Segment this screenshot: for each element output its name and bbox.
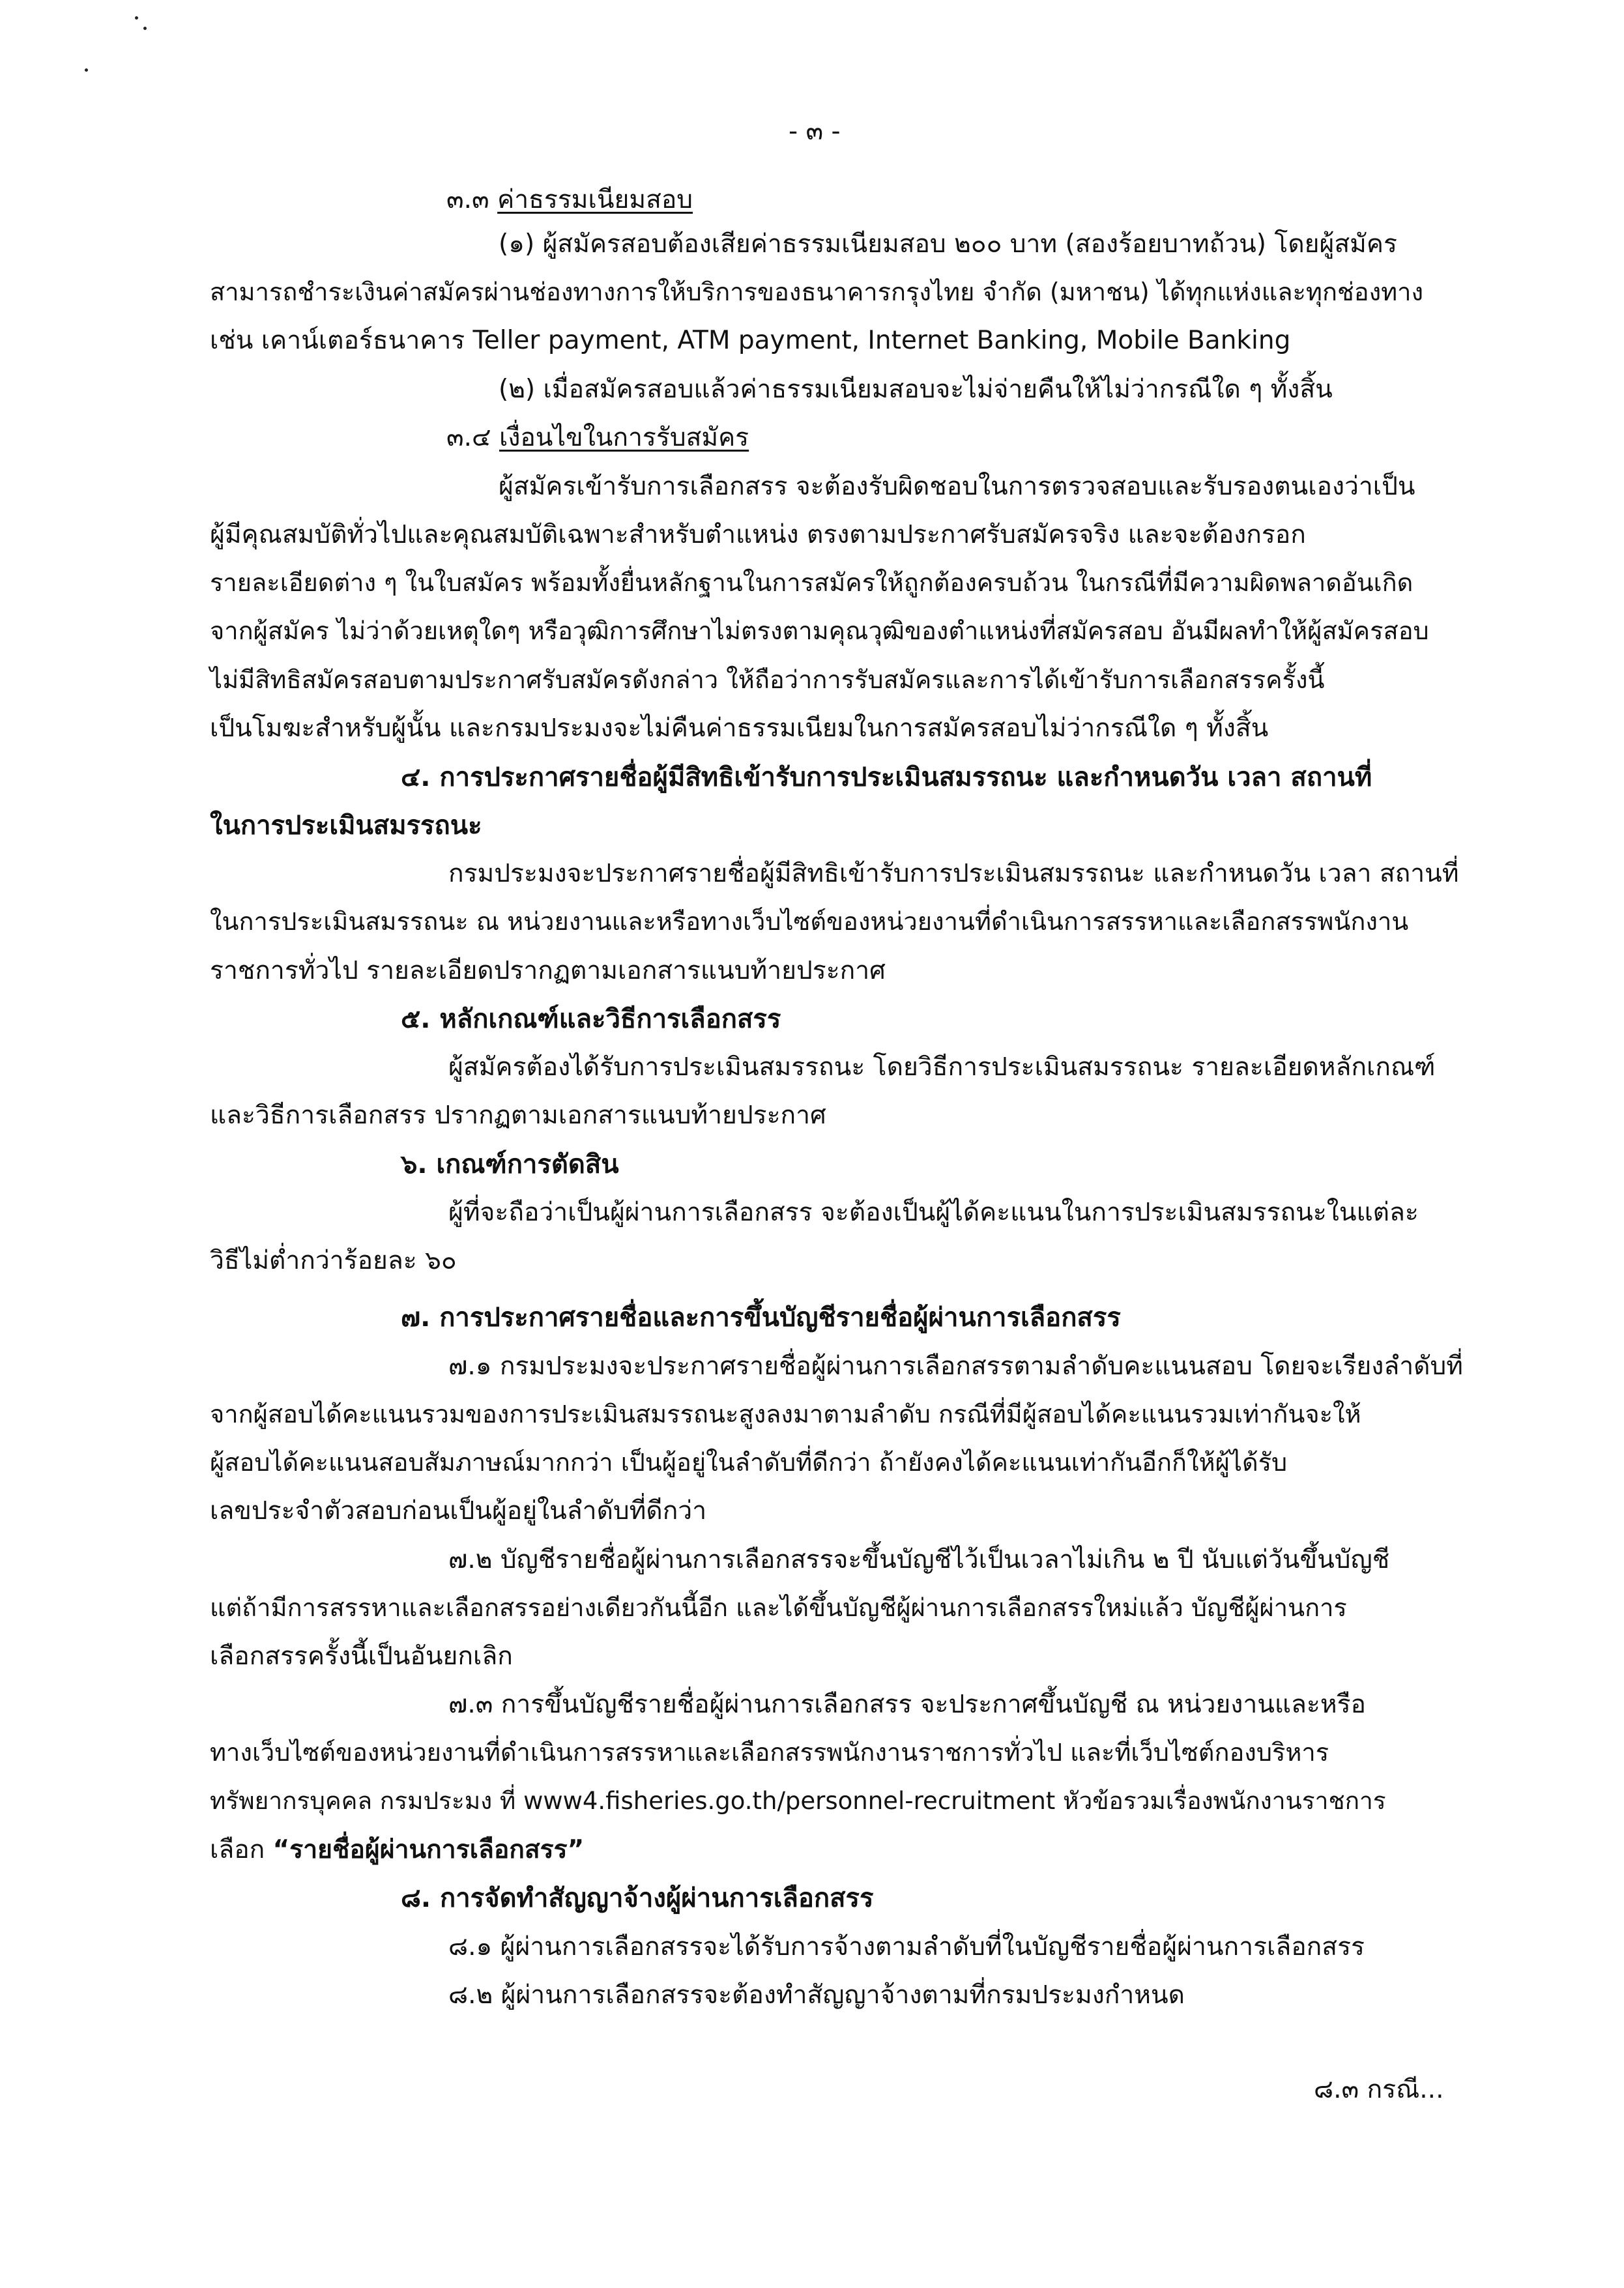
paragraph-line: ผู้สมัครเข้ารับการเลือกสรร จะต้องรับผิดชอบในการตรวจสอบและรับรองตนเองว่าเป็น — [499, 472, 1415, 501]
section-title: เงื่อนไขในการรับสมัคร — [499, 423, 749, 452]
section-number: ๓.๔ — [446, 423, 491, 452]
paragraph-line: จากผู้สอบได้คะแนนรวมของการประเมินสมรรถนะสูงลงมาตามลำดับ กรณีที่มีผู้สอบได้คะแนนรวมเท่ากันจะให้ — [210, 1400, 1361, 1428]
section-number: ๓.๓ — [446, 185, 489, 214]
page-number: - ๓ - — [789, 117, 841, 146]
paragraph-line: เป็นโมฆะสำหรับผู้นั้น และกรมประมงจะไม่คืนค่าธรรมเนียมในการสมัครสอบไม่ว่ากรณีใด ๆ ทั้งสิ้น — [210, 714, 1269, 743]
paragraph-line: ผู้สอบได้คะแนนสอบสัมภาษณ์มากกว่า เป็นผู้อยู่ในลำดับที่ดีกว่า ถ้ายังคงได้คะแนนเท่ากันอีกก็ให้ผู้ได้รับ — [210, 1448, 1288, 1477]
list-item: ๘.๑ ผู้ผ่านการเลือกสรรจะได้รับการจ้างตามลำดับที่ในบัญชีรายชื่อผู้ผ่านการเลือกสรร — [448, 1932, 1365, 1962]
paragraph-line: ๗.๒ บัญชีรายชื่อผู้ผ่านการเลือกสรรจะขึ้นบัญชีไว้เป็นเวลาไม่เกิน ๒ ปี นับแต่วันขึ้นบัญชี — [448, 1545, 1390, 1574]
paragraph-line: ทรัพยากรบุคคล กรมประมง ที่ www4.fisheries.go.th/personnel-recruitment หัวข้อรวมเรื่องพนักงานราชการ — [210, 1787, 1386, 1815]
scan-speck — [135, 16, 138, 20]
paragraph-line: (๑) ผู้สมัครสอบต้องเสียค่าธรรมเนียมสอบ ๒๐๐ บาท (สองร้อยบาทถ้วน) โดยผู้สมัคร — [499, 229, 1397, 259]
scan-speck — [85, 68, 88, 72]
paragraph-line: ผู้สมัครต้องได้รับการประเมินสมรรถนะ โดยวิธีการประเมินสมรรถนะ รายละเอียดหลักเกณฑ์ — [448, 1052, 1436, 1082]
paragraph-line: ในการประเมินสมรรถนะ ณ หน่วยงานและหรือทางเว็บไซต์ของหน่วยงานที่ดำเนินการสรรหาและเลือกสรรพนักงาน — [210, 907, 1409, 936]
section-8-heading: ๘. การจัดทำสัญญาจ้างผู้ผ่านการเลือกสรร — [401, 1883, 874, 1913]
section-title: ค่าธรรมเนียมสอบ — [497, 185, 693, 214]
paragraph-line: ไม่มีสิทธิสมัครสอบตามประกาศรับสมัครดังกล่าว ให้ถือว่าการรับสมัครและการได้เข้ารับการเลือกสรรครั้งนี้ — [210, 665, 1325, 694]
paragraph-line: และวิธีการเลือกสรร ปรากฏตามเอกสารแนบท้ายประกาศ — [210, 1101, 826, 1130]
paragraph-line: เลขประจำตัวสอบก่อนเป็นผู้อยู่ในลำดับที่ดีกว่า — [210, 1496, 707, 1526]
paragraph-line: รายละเอียดต่าง ๆ ในใบสมัคร พร้อมทั้งยื่นหลักฐานในการสมัครให้ถูกต้องครบถ้วน ในกรณีที่มีความผิดพลาดอันเกิด — [210, 568, 1414, 597]
section-7-heading: ๗. การประกาศรายชื่อและการขึ้นบัญชีรายชื่อผู้ผ่านการเลือกสรร — [401, 1303, 1121, 1333]
section-5-heading: ๕. หลักเกณฑ์และวิธีการเลือกสรร — [401, 1004, 781, 1034]
paragraph-line: จากผู้สมัคร ไม่ว่าด้วยเหตุใดๆ หรือวุฒิการศึกษาไม่ตรงตามคุณวุฒิของตำแหน่งที่สมัครสอบ อันมีผลทำให้ผู้สมัครสอบ — [210, 616, 1429, 645]
paragraph-line: ๗.๓ การขึ้นบัญชีรายชื่อผู้ผ่านการเลือกสรร จะประกาศขึ้นบัญชี ณ หน่วยงานและหรือ — [448, 1690, 1366, 1719]
continuation-marker: ๘.๓ กรณี... — [1314, 2075, 1444, 2104]
section-6-heading: ๖. เกณฑ์การตัดสิน — [401, 1150, 619, 1180]
paragraph-line — [210, 1837, 584, 1862]
list-item: ๘.๒ ผู้ผ่านการเลือกสรรจะต้องทำสัญญาจ้างตามที่กรมประมงกำหนด — [448, 1980, 1185, 2010]
paragraph-line: ราชการทั่วไป รายละเอียดปรากฏตามเอกสารแนบท้ายประกาศ — [210, 956, 886, 985]
section-3-3-heading — [446, 187, 693, 212]
paragraph-line: กรมประมงจะประกาศรายชื่อผู้มีสิทธิเข้ารับการประเมินสมรรถนะ และกำหนดวัน เวลา สถานที่ — [448, 859, 1459, 888]
section-4-heading: ๔. การประกาศรายชื่อผู้มีสิทธิเข้ารับการประเมินสมรรถนะ และกำหนดวัน เวลา สถานที่ — [401, 762, 1372, 792]
paragraph-line: (๒) เมื่อสมัครสอบแล้วค่าธรรมเนียมสอบจะไม่จ่ายคืนให้ไม่ว่ากรณีใด ๆ ทั้งสิ้น — [499, 375, 1333, 404]
paragraph-line: ผู้ที่จะถือว่าเป็นผู้ผ่านการเลือกสรร จะต้องเป็นผู้ได้คะแนนในการประเมินสมรรถนะในแต่ละ — [448, 1198, 1419, 1227]
paragraph-text: เลือก — [210, 1835, 273, 1864]
quoted-topic: “รายชื่อผู้ผ่านการเลือกสรร” — [272, 1835, 585, 1864]
paragraph-line: ผู้มีคุณสมบัติทั่วไปและคุณสมบัติเฉพาะสำหรับตำแหน่ง ตรงตามประกาศรับสมัครจริง และจะต้องกรอก — [210, 520, 1306, 549]
paragraph-line: เช่น เคาน์เตอร์ธนาคาร Teller payment, ATM payment, Internet Banking, Mobile Banking — [210, 326, 1291, 355]
paragraph-line: ๗.๑ กรมประมงจะประกาศรายชื่อผู้ผ่านการเลือกสรรตามลำดับคะแนนสอบ โดยจะเรียงลำดับที่ — [448, 1352, 1463, 1381]
section-3-4-heading — [446, 425, 749, 450]
paragraph-line: สามารถชำระเงินค่าสมัครผ่านช่องทางการให้บริการของธนาคารกรุงไทย จำกัด (มหาชน) ได้ทุกแห่งและทุกช่องทาง — [210, 278, 1424, 306]
paragraph-line: แต่ถ้ามีการสรรหาและเลือกสรรอย่างเดียวกันนี้อีก และได้ขึ้นบัญชีผู้ผ่านการเลือกสรรใหม่แล้ว บัญชีผู้ผ่านการ — [210, 1593, 1347, 1622]
scan-speck — [143, 27, 147, 30]
section-4-heading-cont: ในการประเมินสมรรถนะ — [210, 811, 482, 841]
paragraph-line: เลือกสรรครั้งนี้เป็นอันยกเลิก — [210, 1642, 513, 1671]
paragraph-line: วิธีไม่ต่ำกว่าร้อยละ ๖๐ — [210, 1246, 457, 1275]
paragraph-line: ทางเว็บไซต์ของหน่วยงานที่ดำเนินการสรรหาและเลือกสรรพนักงานราชการทั่วไป และที่เว็บไซต์กองบริหาร — [210, 1738, 1329, 1767]
